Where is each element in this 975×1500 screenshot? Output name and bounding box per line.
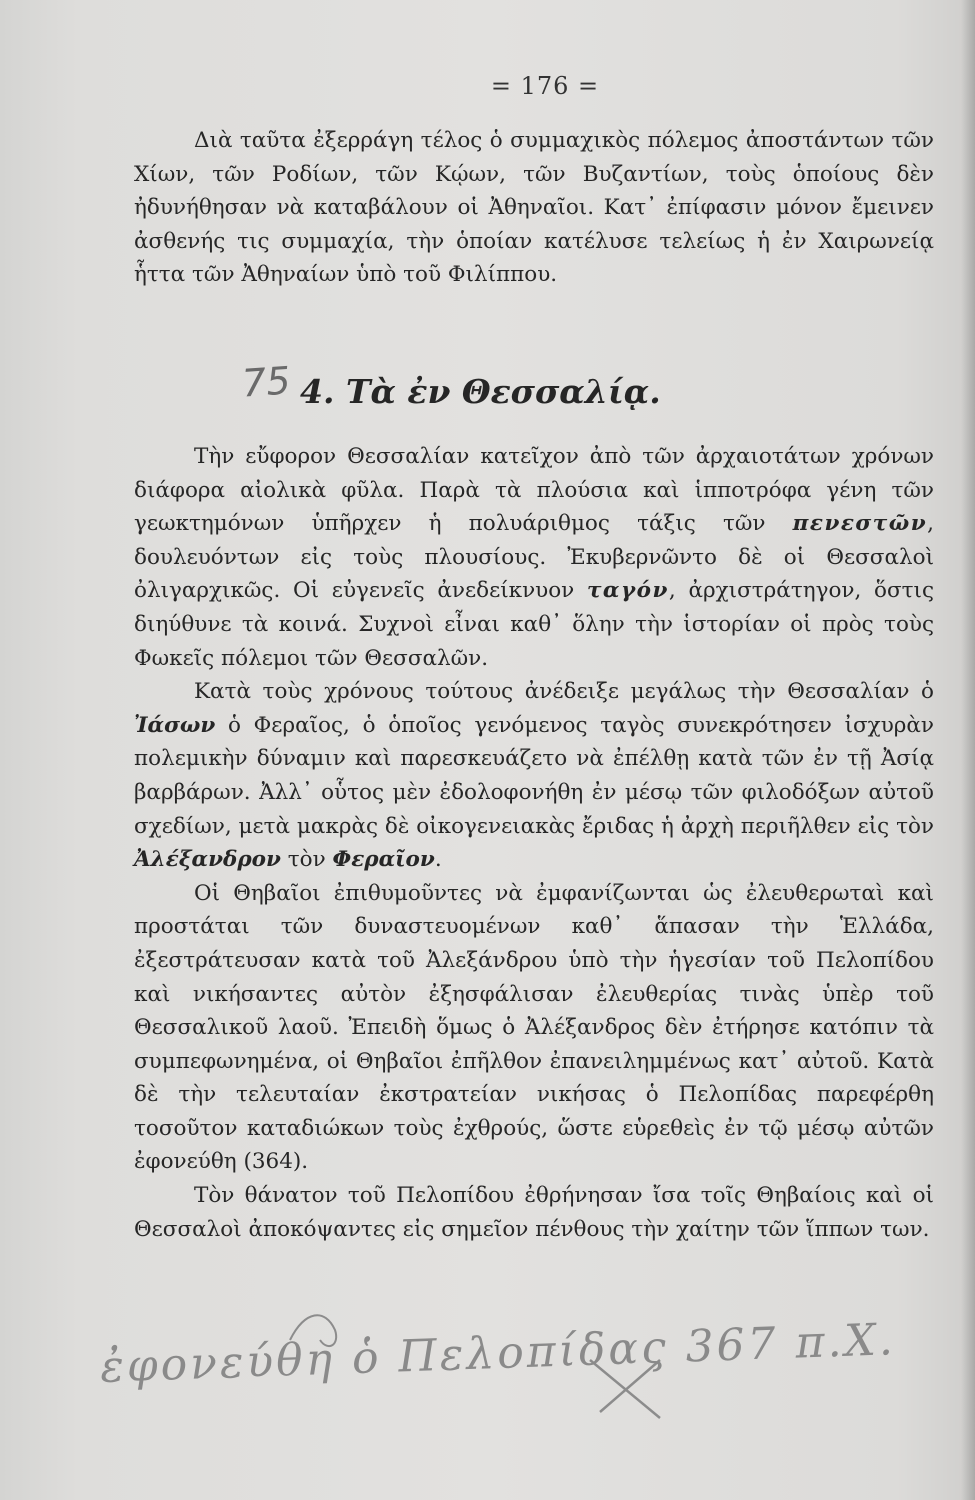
paragraph-jason — [134, 675, 934, 877]
text-run: , δουλευόντων εἰς τοὺς πλουσίους. Ἐκυβερνῶντο δὲ οἱ Θεσσαλοὶ ὀλιγαρχικῶς. Οἱ εὐγενεῖς ἀνεδείκνυον — [134, 511, 934, 604]
handwritten-annotation — [99, 1300, 897, 1420]
text-run: , ἀρχιστράτηγον, ὅστις διηύθυνε τὰ κοινά. Συχνοὶ εἶναι καθ᾽ ὅλην τὴν ἱστορίαν οἱ πρὸς τοὺς Φωκεῖς πόλεμοι τῶν Θεσσαλῶν. — [134, 578, 934, 671]
paragraph-thessaly — [134, 440, 934, 675]
handwritten-margin-mark: 75 — [240, 358, 292, 406]
text-run: Κατὰ τοὺς χρόνους τούτους ἀνέδειξε μεγάλως τὴν Θεσσαλίαν ὁ — [194, 679, 934, 705]
text-run: Τὴν εὔφορον Θεσσαλίαν κατεῖχον ἀπὸ τῶν ἀρχαιοτάτων χρόνων διάφορα αἰολικὰ φῦλα. Παρὰ τὰ πλούσια καὶ ἱπποτρόφα γένη τῶν γεωκτημόνων ὑπῆρχεν ἡ πολυάριθμος τάξις τῶν — [134, 444, 934, 537]
paragraph-intro — [134, 124, 934, 292]
text-run: τὸν — [280, 847, 333, 873]
page-number: = 176 = — [490, 72, 600, 100]
paragraph-thebans: Οἱ Θηβαῖοι ἐπιθυμοῦντες νὰ ἐμφανίζωνται ὡς ἐλευθερωταὶ καὶ προστάται τῶν δυναστευομένων καθ᾽ ἅπασαν τὴν Ἑλλάδα, ἐξεστράτευσαν κατὰ τοῦ Ἀλεξάνδρου ὑπὸ τὴν ἡγεσίαν τοῦ Πελοπίδου καὶ νικήσαντες αὐτὸν ἐξησφάλισαν ἐλευθερίας τινὰς ὑπὲρ τοῦ Θεσσαλικοῦ λαοῦ. Ἐπειδὴ ὅμως ὁ Ἀλέξανδρος δὲν ἐτήρησε κατόπιν τὰ συμπεφωνημένα, οἱ Θηβαῖοι ἐπῆλθον ἐπανειλημμένως κατ᾽ αὐτοῦ. Κατὰ δὲ τὴν τελευταίαν ἐκστρατείαν νικήσας ὁ Πελοπίδας παρεφέρθη τοσοῦτον καταδιώκων τοὺς ἐχθρούς, ὥστε εὑρεθεὶς ἐν τῷ μέσῳ αὐτῶν ἐφονεύθη (364). — [134, 880, 934, 1175]
section-heading: 4. Τὰ ἐν Θεσσαλίᾳ. — [300, 372, 661, 411]
paragraph-pelopidas-death: Τὸν θάνατον τοῦ Πελοπίδου ἐθρήνησαν ἴσα τοῖς Θηβαίοις καὶ οἱ Θεσσαλοὶ ἀποκόψαντες εἰς σημεῖον πένθους τὴν χαίτην τῶν ἵππων των. — [134, 1183, 934, 1242]
text-run: . — [434, 847, 442, 873]
name-iason: Ἰάσων — [134, 712, 216, 738]
name-feraios: Φεραῖον — [332, 847, 435, 873]
paragraph-text: Διὰ ταῦτα ἐξερράγη τέλος ὁ συμμαχικὸς πόλεμος ἀποστάντων τῶν Χίων, τῶν Ροδίων, τῶν Κῴων, τῶν Βυζαντίων, τοὺς ὁποίους δὲν ἠδυνήθησαν νὰ καταβάλουν οἱ Ἀθηναῖοι. Κατ᾽ ἐπίφασιν μόνον ἔμεινεν ἀσθενής τις συμμαχία, τὴν ὁποίαν κατέλυσε τελείως ἡ ἐν Χαιρωνείᾳ ἧττα τῶν Ἀθηναίων ὑπὸ τοῦ Φιλίππου. — [134, 128, 934, 288]
term-penestai: πενεστῶν — [792, 511, 928, 537]
page-edge-shadow — [961, 0, 975, 1500]
name-alexandros: Ἀλέξανδρον — [134, 847, 281, 873]
section-heading-wrap — [240, 358, 820, 411]
handwritten-note: ἐφονεύθη ὁ Πελοπίδας 367 π.Χ. — [99, 1314, 897, 1393]
section-body — [134, 440, 934, 1246]
term-tagos: ταγόν — [586, 578, 669, 604]
text-run: ὁ Φεραῖος, ὁ ὁποῖος γενόμενος ταγὸς συνεκρότησεν ἰσχυρὰν πολεμικὴν δύναμιν καὶ παρεσκευάζετο νὰ ἐπέλθῃ κατὰ τῶν ἐν τῇ Ἀσίᾳ βαρβάρων. Ἀλλ᾽ οὗτος μὲν ἐδολοφονήθη ἐν μέσῳ τῶν φιλοδόξων αὐτοῦ σχεδίων, μετὰ μακρὰς δὲ οἰκογενειακὰς ἔριδας ἡ ἀρχὴ περιῆλθεν εἰς τὸν — [134, 712, 934, 839]
